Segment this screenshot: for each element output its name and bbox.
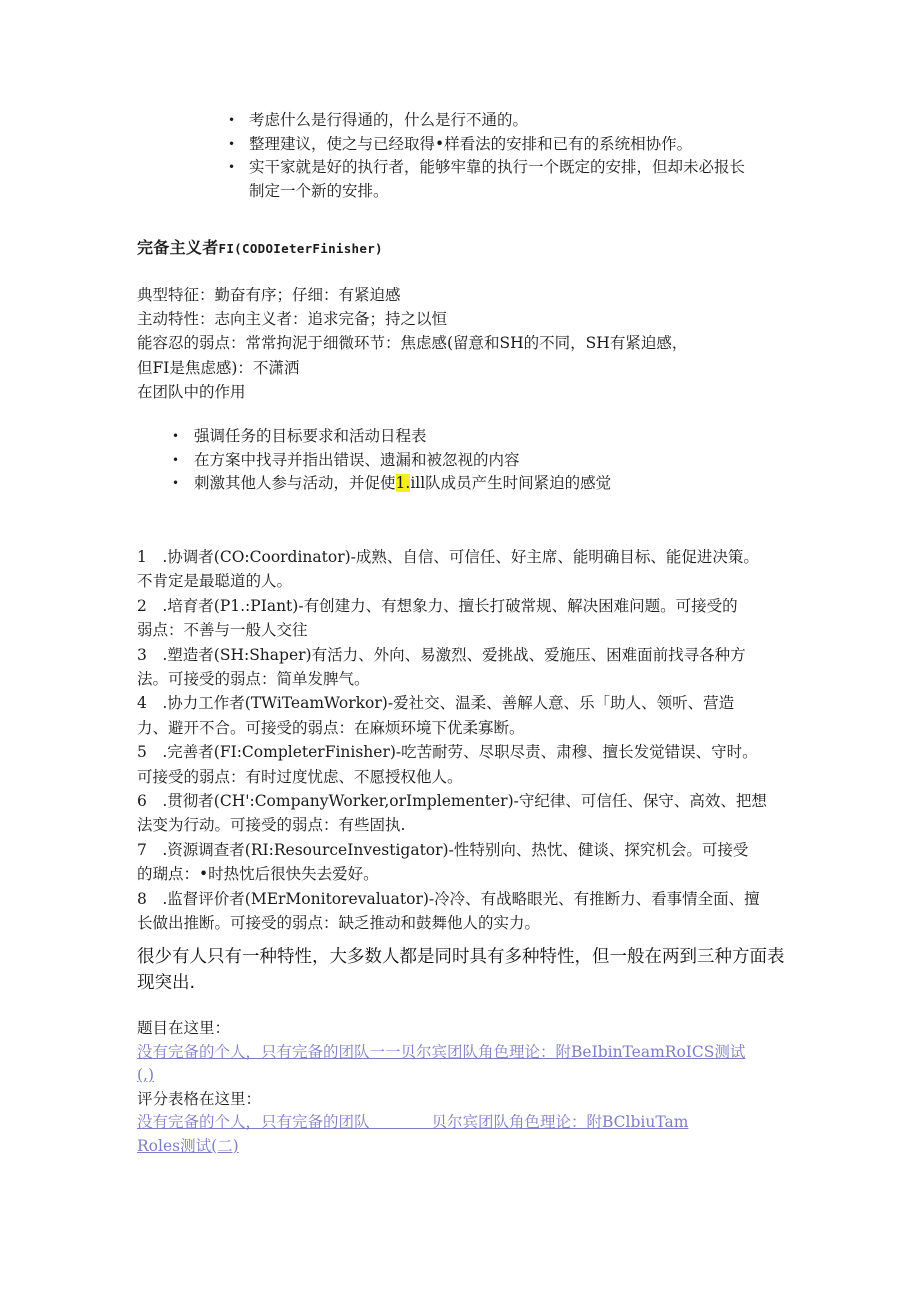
trait-line: 但FI是焦虑感)：不潇洒 — [137, 358, 300, 377]
role-line: 2 .培育者(P1.:PIant)-有创建力、有想象力、擅长打破常规、解决困难问题。可接受的 — [137, 596, 738, 615]
heading-latin: FI(CODOIeterFinisher) — [218, 241, 383, 256]
questions-link-line1[interactable]: 没有完备的个人，只有完备的团队一一贝尔宾团队角色理论：附BeIbinTeamRoICS测试 — [137, 1042, 746, 1061]
role-line: 不肯定是最聪道的人。 — [137, 572, 293, 591]
questions-link[interactable] — [137, 1041, 817, 1065]
role-line: 4 .协力工作者(TWiTeamWorkor)-爱社交、温柔、善解人意、乐「助人、领听、营造 — [137, 694, 735, 713]
list-item: • 实干家就是好的执行者，能够牢靠的执行一个既定的安排，但却未必报长 — [0, 156, 804, 180]
role-line: 的瑚点：•时热忱后很快失去爱好。 — [137, 865, 379, 884]
role-line: 法。可接受的弱点：简单发脾气。 — [137, 670, 370, 689]
bullet-icon: • — [172, 476, 180, 490]
traits-block — [137, 283, 777, 404]
role-line: 6 .贯彻者(CH':CompanyWorker,orImplementer)-守纪律、可信任、保守、高效、把想 — [137, 792, 767, 811]
list-item: • 在方案中找寻并指出错误、遗漏和被忽视的内容 — [0, 449, 794, 473]
role-line: 弱点：不善与一般人交往 — [137, 621, 308, 640]
questions-label: 题目在这里： — [137, 1019, 231, 1037]
trait-line: 主动特性：志向主义者：追求完备；持之以恒 — [137, 310, 448, 329]
role-line: 长做出推断。可接受的弱点：缺乏推动和鼓舞他人的实力。 — [137, 914, 541, 933]
role-line: 7 .资源调查者(RI:ResourceInvestigator)-性特别向、热忱、健谈、探究机会。可接受 — [137, 840, 749, 859]
section-heading — [137, 235, 837, 258]
role-line: 3 .塑造者(SH:Shaper)有活力、外向、易激烈、爱挑战、爱施压、困难面前找寻各种方 — [137, 645, 746, 664]
trait-line: 能容忍的弱点：常常拘泥于细微环节：焦虑感(留意和SH的不同，SH有紧迫感， — [137, 334, 688, 353]
questions-link-line2[interactable]: (,) — [137, 1066, 155, 1084]
roles-list — [137, 545, 797, 936]
questions-link-cont[interactable] — [137, 1064, 817, 1088]
role-line: 1 .协调者(CO:Coordinator)-成熟、自信、可信任、好主席、能明确目标、能促进决策。 — [137, 548, 759, 566]
role-line: 可接受的弱点：有时过度忧虑、不愿授权他人。 — [137, 767, 463, 786]
bullet-icon: • — [228, 136, 236, 151]
role-line: 力、避开不合。可接受的弱点：在麻烦环境下优柔寡断。 — [137, 718, 525, 737]
role-line: 法变为行动。可接受的弱点：有些固执. — [137, 816, 406, 835]
summary-statement: 很少有人只有一种特性，大多数人都是同时具有多种特性，但一般在两到三种方面表现突出. — [137, 947, 785, 993]
scoring-link-line2[interactable]: Roles测试(二) — [137, 1136, 239, 1155]
bullet-icon: • — [228, 160, 236, 174]
role-line: 8 .监督评价者(MErMonitorevaluator)-冷冷、有战略眼光、有推断力、看事情全面、擅 — [137, 889, 760, 908]
list-item: • 强调任务的目标要求和活动日程表 — [0, 425, 794, 449]
scoring-label: 评分表格在这里： — [137, 1089, 262, 1108]
list-item: • 刺激其他人参与活动，并促使1.ill队成员产生时间紧迫的感觉 — [0, 472, 794, 496]
list-item-continuation: 制定一个新的安排。 — [249, 181, 389, 200]
top-bullet-list — [0, 109, 920, 203]
list-item: • 整理建议，使之与已经取得•样看法的安排和已有的系统相协作。 — [0, 133, 804, 157]
bullet-icon: • — [228, 113, 236, 127]
heading-chinese: 完备主义者 — [137, 238, 219, 257]
reference-links — [137, 1017, 817, 1158]
list-item: • 考虑什么是行得通的，什么是行不通的。 — [0, 109, 804, 133]
bullet-icon: • — [172, 429, 180, 443]
role-line: 5 .完善者(FI:CompleterFinisher)-吃苦耐劳、尽职尽责、肃穆、擅长发觉错误、守时。 — [137, 743, 758, 762]
trait-line: 典型特征：勤奋有序；仔细：有紧迫感 — [137, 286, 401, 304]
team-role-bullet-list — [0, 425, 920, 496]
scoring-link-line1[interactable]: 没有完备的个人，只有完备的团队 贝尔宾团队角色理论：附BClbiuTam — [137, 1113, 689, 1131]
scoring-link-cont[interactable] — [137, 1135, 817, 1159]
highlighted-text: 1. — [395, 474, 411, 492]
scoring-link[interactable] — [137, 1111, 817, 1135]
trait-line: 在团队中的作用 — [137, 382, 246, 401]
bullet-icon: • — [172, 452, 180, 467]
